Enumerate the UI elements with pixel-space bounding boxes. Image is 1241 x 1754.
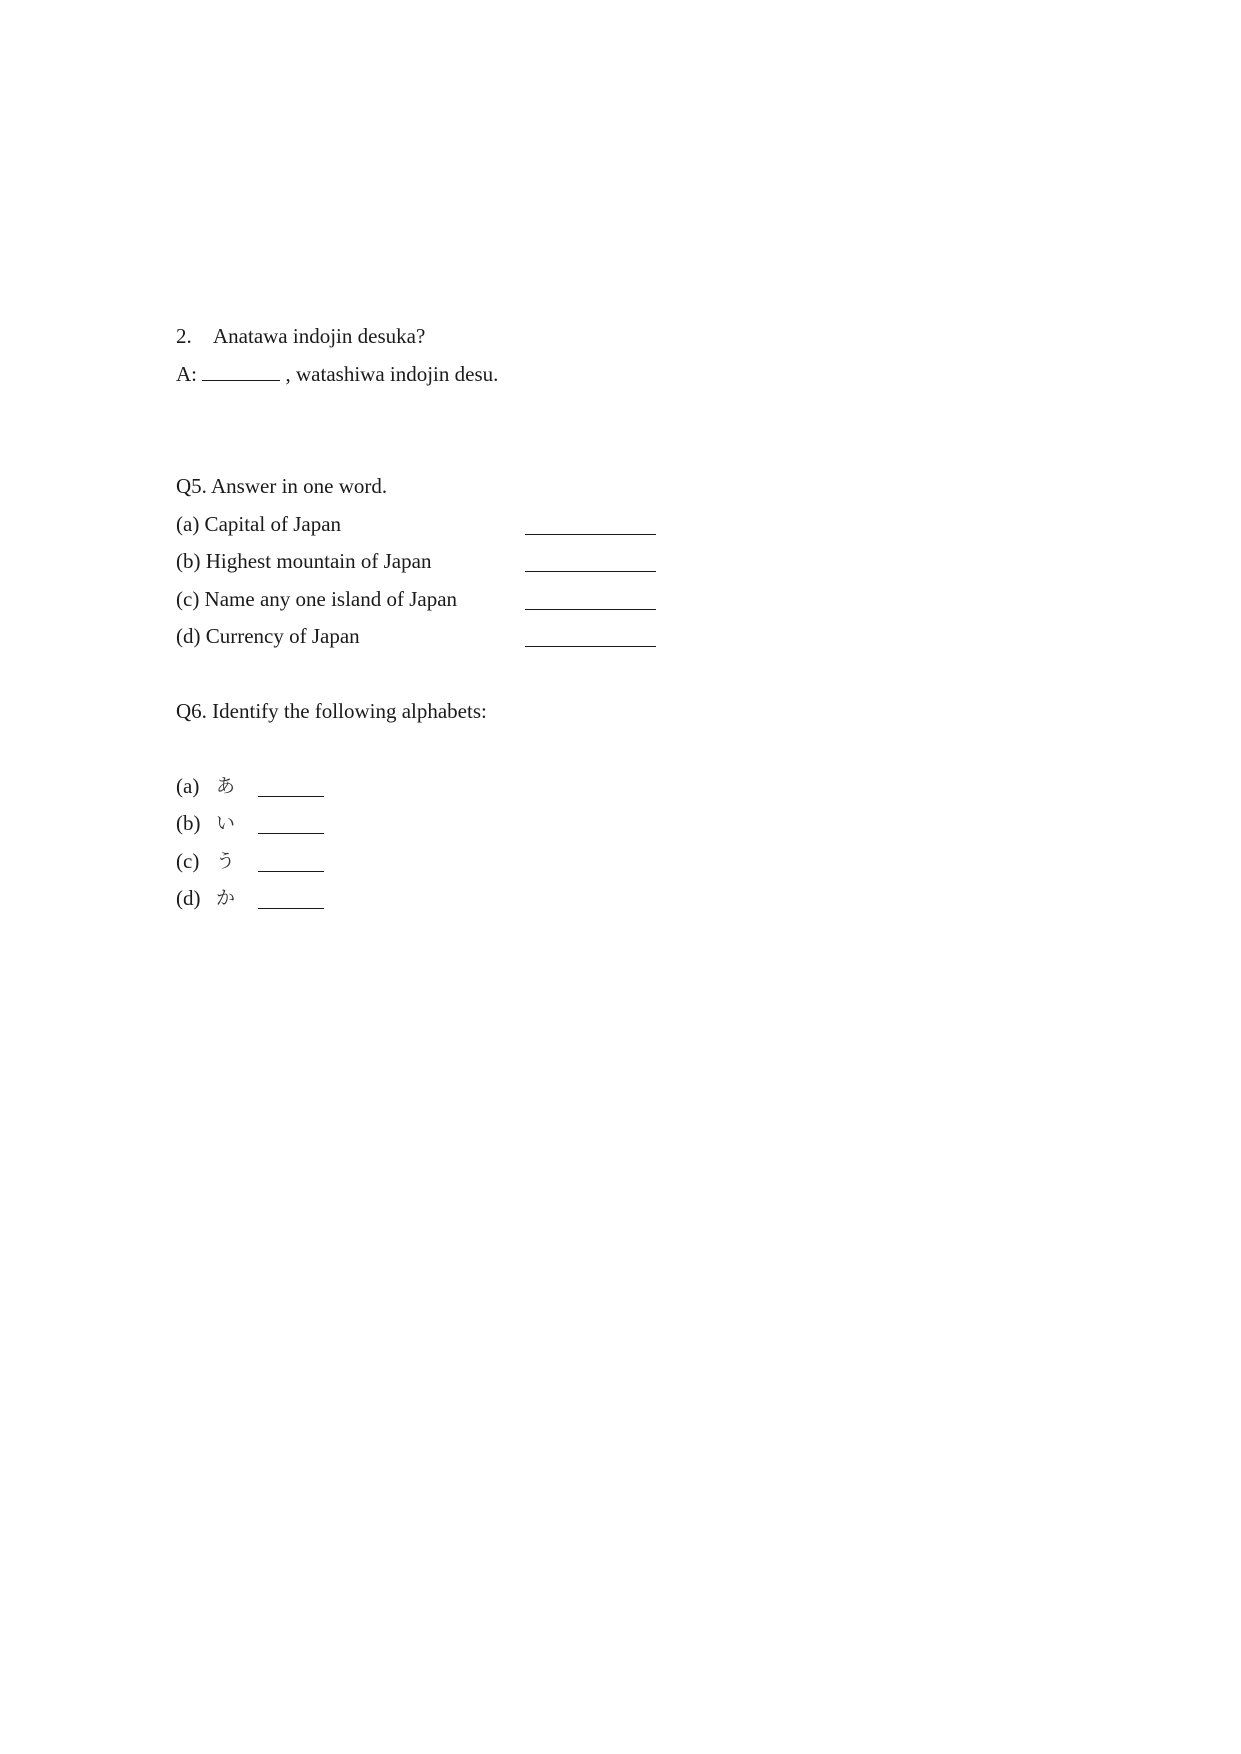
q5-item-a-blank[interactable] bbox=[525, 533, 656, 535]
q2-number: 2. bbox=[176, 324, 192, 348]
q5-item-b-label: (b) Highest mountain of Japan bbox=[176, 549, 432, 573]
q6-item-b-label: (b) bbox=[176, 811, 201, 835]
q6-item-b-kana: い bbox=[216, 812, 236, 834]
q6-item-b-blank[interactable] bbox=[258, 832, 324, 834]
q6-heading: Q6. Identify the following alphabets: bbox=[176, 699, 487, 723]
q5-item-d-label: (d) Currency of Japan bbox=[176, 624, 360, 648]
q2-answer-suffix: , watashiwa indojin desu. bbox=[285, 362, 499, 386]
q5-item-b-blank[interactable] bbox=[525, 570, 656, 572]
q6-item-a-kana: あ bbox=[216, 775, 236, 797]
q6-item-c-label: (c) bbox=[176, 849, 200, 873]
q6-item-a-label: (a) bbox=[176, 774, 200, 798]
q5-item-c-blank[interactable] bbox=[525, 608, 656, 610]
q6-item-a-blank[interactable] bbox=[258, 795, 324, 797]
q6-item-c-blank[interactable] bbox=[258, 870, 324, 872]
q2-answer-line bbox=[176, 361, 498, 387]
q6-item-d-label: (d) bbox=[176, 886, 201, 910]
q2-question: Anatawa indojin desuka? bbox=[213, 324, 426, 348]
q2-answer-prefix: A: bbox=[176, 362, 197, 386]
q6-item-d-blank[interactable] bbox=[258, 907, 324, 909]
q5-item-c-label: (c) Name any one island of Japan bbox=[176, 587, 458, 611]
q5-item-d-blank[interactable] bbox=[525, 645, 656, 647]
q2-answer-blank[interactable] bbox=[202, 362, 280, 381]
q6-item-c-kana: う bbox=[216, 850, 236, 872]
q5-item-a-label: (a) Capital of Japan bbox=[176, 512, 342, 536]
q6-item-d-kana: か bbox=[216, 887, 236, 909]
q5-heading: Q5. Answer in one word. bbox=[176, 474, 388, 498]
